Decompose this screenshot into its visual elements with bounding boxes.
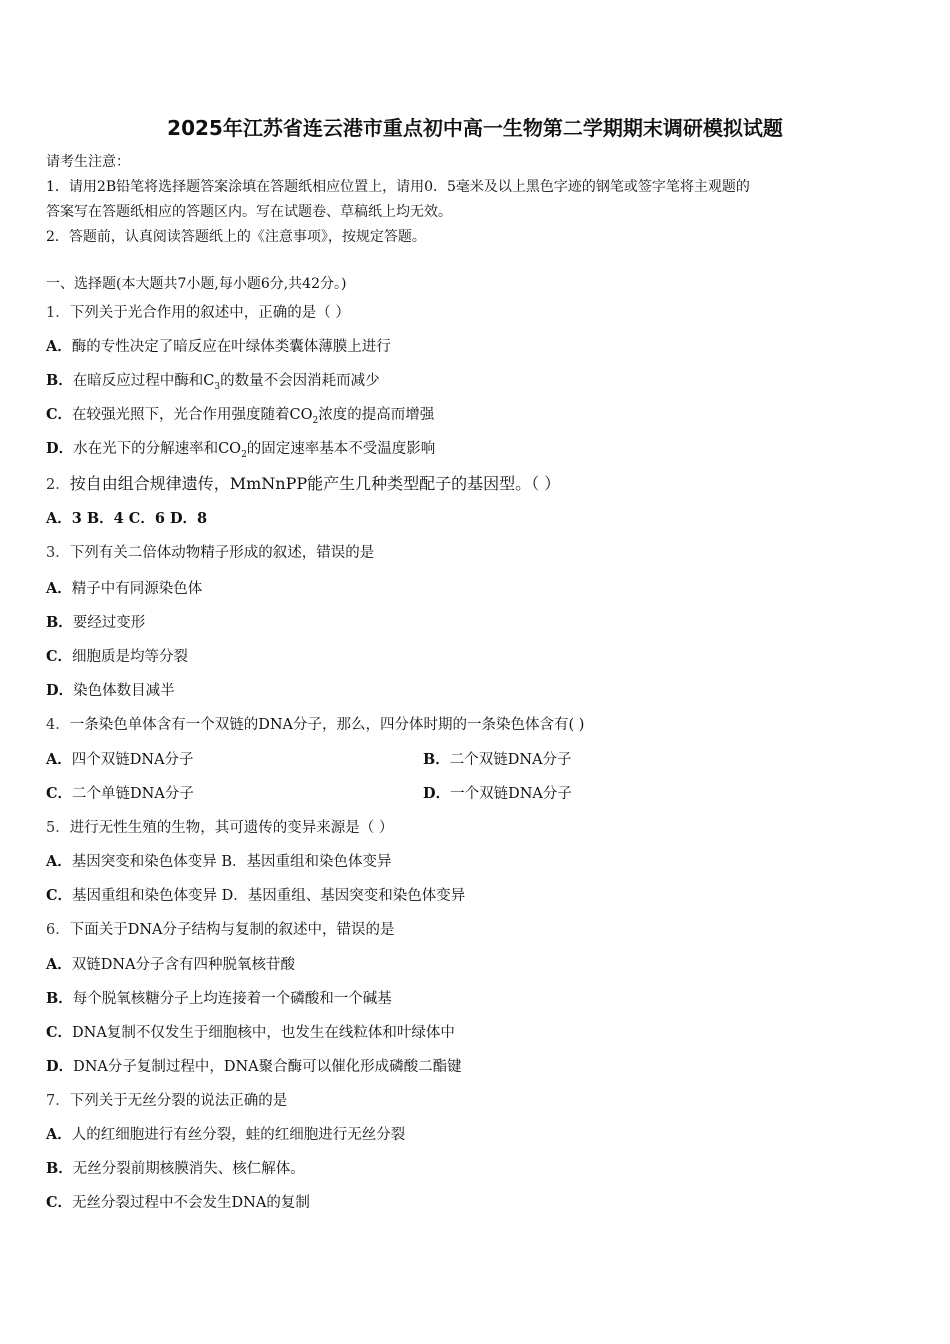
q6-option-c: C．DNA复制不仅发生于细胞核中，也发生在线粒体和叶绿体中 — [46, 1024, 455, 1041]
question-number: 5． — [46, 820, 70, 836]
q6-option-d: D．DNA分子复制过程中，DNA聚合酶可以催化形成磷酸二酯键 — [46, 1058, 462, 1075]
question-stem: 下列关于无丝分裂的说法正确的是 — [69, 1093, 288, 1109]
q6-option-b: B．每个脱氧核糖分子上均连接着一个磷酸和一个碱基 — [46, 990, 392, 1007]
q4-options-ab: A．四个双链DNA分子 B．二个双链DNA分子 — [46, 751, 572, 768]
question-number: 7． — [46, 1093, 70, 1109]
question-number: 4． — [46, 717, 70, 733]
q4-options-cd: C．二个单链DNA分子 D．一个双链DNA分子 — [46, 785, 572, 802]
question-2 — [46, 471, 560, 494]
q7-option-a: A．人的红细胞进行有丝分裂，蛙的红细胞进行无丝分裂 — [46, 1126, 406, 1143]
q1-option-a: A．酶的专性决定了暗反应在叶绿体类囊体薄膜上进行 — [46, 338, 391, 355]
question-6 — [46, 918, 395, 939]
notice-item-2: 2．答题前，认真阅读答题纸上的《注意事项》，按规定答题。 — [46, 229, 426, 245]
question-5 — [46, 816, 393, 837]
question-stem: 一条染色单体含有一个双链的DNA分子，那么，四分体时期的一条染色体含有( ) — [69, 717, 585, 733]
q3-option-a: A．精子中有同源染色体 — [46, 580, 203, 597]
notice-heading: 请考生注意： — [46, 154, 130, 170]
question-stem: 下面关于DNA分子结构与复制的叙述中，错误的是 — [69, 922, 395, 938]
q1-option-d: D．水在光下的分解速率和$CO_2$的固定速率基本不受温度影响 — [46, 440, 436, 460]
q2-options: A．3 B．4 C．6 D．8 — [46, 510, 208, 527]
section-heading: 一、选择题(本大题共7小题,每小题6分,共42分。) — [46, 276, 347, 292]
notice-item-1b: 答案写在答题纸相应的答题区内。写在试题卷、草稿纸上均无效。 — [46, 204, 452, 220]
page-title: 2025年江苏省连云港市重点初中高一生物第二学期期末调研模拟试题 — [167, 116, 783, 140]
question-number: 2． — [46, 477, 70, 493]
question-stem: 按自由组合规律遗传，MmNnPP能产生几种类型配子的基因型。（ ） — [69, 474, 561, 493]
q3-option-c: C．细胞质是均等分裂 — [46, 648, 189, 665]
question-4 — [46, 713, 584, 734]
q6-option-a: A．双链DNA分子含有四种脱氧核苷酸 — [46, 956, 296, 973]
q1-option-c: C．在较强光照下，光合作用强度随着$CO_2$浓度的提高而增强 — [46, 406, 435, 426]
question-stem: 进行无性生殖的生物，其可遗传的变异来源是（ ） — [69, 820, 394, 836]
question-stem: 下列关于光合作用的叙述中，正确的是（ ） — [69, 305, 350, 321]
question-number: 6． — [46, 922, 70, 938]
q3-option-d: D．染色体数目减半 — [46, 682, 175, 699]
question-stem: 下列有关二倍体动物精子形成的叙述，错误的是 — [69, 545, 375, 561]
notice-item-1a: 1．请用2B铅笔将选择题答案涂填在答题纸相应位置上，请用0．5毫米及以上黑色字迹的钢笔或签字笔将主观题的 — [46, 179, 750, 195]
question-number: 1． — [46, 305, 70, 321]
question-3 — [46, 541, 374, 562]
q1-option-b: B．在暗反应过程中酶和$C_3$的数量不会因消耗而减少 — [46, 372, 380, 392]
q5-options-cd: C．基因重组和染色体变异 D．基因重组、基因突变和染色体变异 — [46, 887, 466, 904]
q7-option-c: C．无丝分裂过程中不会发生DNA的复制 — [46, 1194, 310, 1211]
q7-option-b: B．无丝分裂前期核膜消失、核仁解体。 — [46, 1160, 305, 1177]
q3-option-b: B．要经过变形 — [46, 614, 146, 631]
question-1 — [46, 301, 350, 322]
q5-options-ab: A．基因突变和染色体变异 B．基因重组和染色体变异 — [46, 853, 392, 870]
question-7 — [46, 1089, 287, 1110]
question-number: 3． — [46, 545, 70, 561]
